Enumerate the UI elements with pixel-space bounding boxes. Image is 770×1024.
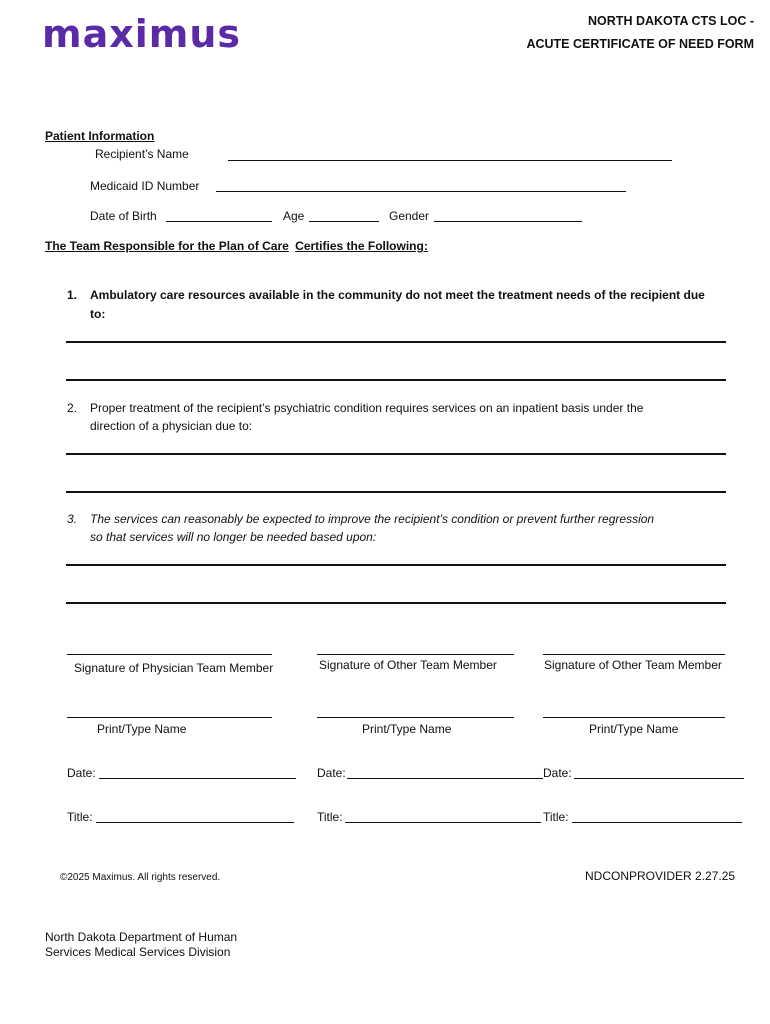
maximus-logo: maximus	[42, 12, 242, 56]
title-label: Title:	[543, 810, 569, 824]
item-text: The services can reasonably be expected to improve the recipient’s condition or prevent further regression	[90, 512, 655, 526]
response-line[interactable]	[66, 453, 726, 455]
item-number: 3.	[67, 512, 78, 526]
item-number: 1.	[67, 288, 78, 302]
title-label: Title:	[317, 810, 343, 824]
date-field-3[interactable]	[574, 778, 744, 779]
item-number: 2.	[67, 401, 78, 415]
print-name-line-1[interactable]	[67, 717, 272, 718]
dob-label: Date of Birth	[90, 209, 157, 223]
title-field-1[interactable]	[96, 822, 294, 823]
dob-field[interactable]	[166, 221, 272, 222]
date-field-2[interactable]	[347, 778, 543, 779]
title-label: Title:	[67, 810, 93, 824]
print-name-label: Print/Type Name	[589, 722, 679, 736]
physician-signature-line[interactable]	[67, 654, 272, 655]
medicaid-id-label: Medicaid ID Number	[90, 179, 200, 193]
print-name-line-2[interactable]	[317, 717, 514, 718]
form-title-line1: NORTH DAKOTA CTS LOC -	[588, 14, 754, 28]
department-line1: North Dakota Department of Human	[45, 930, 238, 944]
item-text: direction of a physician due to:	[90, 419, 253, 433]
print-name-line-3[interactable]	[543, 717, 725, 718]
print-name-label: Print/Type Name	[362, 722, 452, 736]
gender-label: Gender	[389, 209, 430, 223]
item-text: Proper treatment of the recipient’s psychiatric condition requires services on an inpatient basis under the	[90, 401, 644, 415]
age-field[interactable]	[309, 221, 379, 222]
title-field-3[interactable]	[572, 822, 742, 823]
print-name-label: Print/Type Name	[97, 722, 187, 736]
response-line[interactable]	[66, 379, 726, 381]
gender-field[interactable]	[434, 221, 582, 222]
physician-signature-label: Signature of Physician Team Member	[74, 661, 274, 675]
team-heading-part2: Certifies the Following:	[295, 239, 428, 253]
team-heading	[45, 239, 428, 253]
medicaid-id-field[interactable]	[216, 191, 626, 192]
other-signature-line-2[interactable]	[543, 654, 725, 655]
item-text: to:	[90, 307, 106, 321]
patient-info-heading: Patient Information	[45, 129, 155, 143]
date-label: Date:	[317, 766, 346, 780]
copyright-text: ©2025 Maximus. All rights reserved.	[60, 872, 221, 883]
item-text: Ambulatory care resources available in the community do not meet the treatment needs of the recipient due	[90, 288, 705, 302]
form-code: NDCONPROVIDER 2.27.25	[585, 869, 736, 883]
recipient-name-label: Recipient’s Name	[95, 147, 189, 161]
recipient-name-field[interactable]	[228, 160, 672, 161]
form-title-line2: ACUTE CERTIFICATE OF NEED FORM	[526, 37, 754, 51]
date-field-1[interactable]	[99, 778, 296, 779]
response-line[interactable]	[66, 602, 726, 604]
item-text: so that services will no longer be needed based upon:	[90, 530, 377, 544]
other-signature-line-1[interactable]	[317, 654, 514, 655]
response-line[interactable]	[66, 341, 726, 343]
team-heading-part1: The Team Responsible for the Plan of Care	[45, 239, 289, 253]
response-line[interactable]	[66, 491, 726, 493]
date-label: Date:	[67, 766, 96, 780]
age-label: Age	[283, 209, 305, 223]
other-signature-label-2: Signature of Other Team Member	[544, 658, 722, 672]
other-signature-label-1: Signature of Other Team Member	[319, 658, 497, 672]
department-line2: Services Medical Services Division	[45, 945, 231, 959]
date-label: Date:	[543, 766, 572, 780]
response-line[interactable]	[66, 564, 726, 566]
title-field-2[interactable]	[345, 822, 541, 823]
